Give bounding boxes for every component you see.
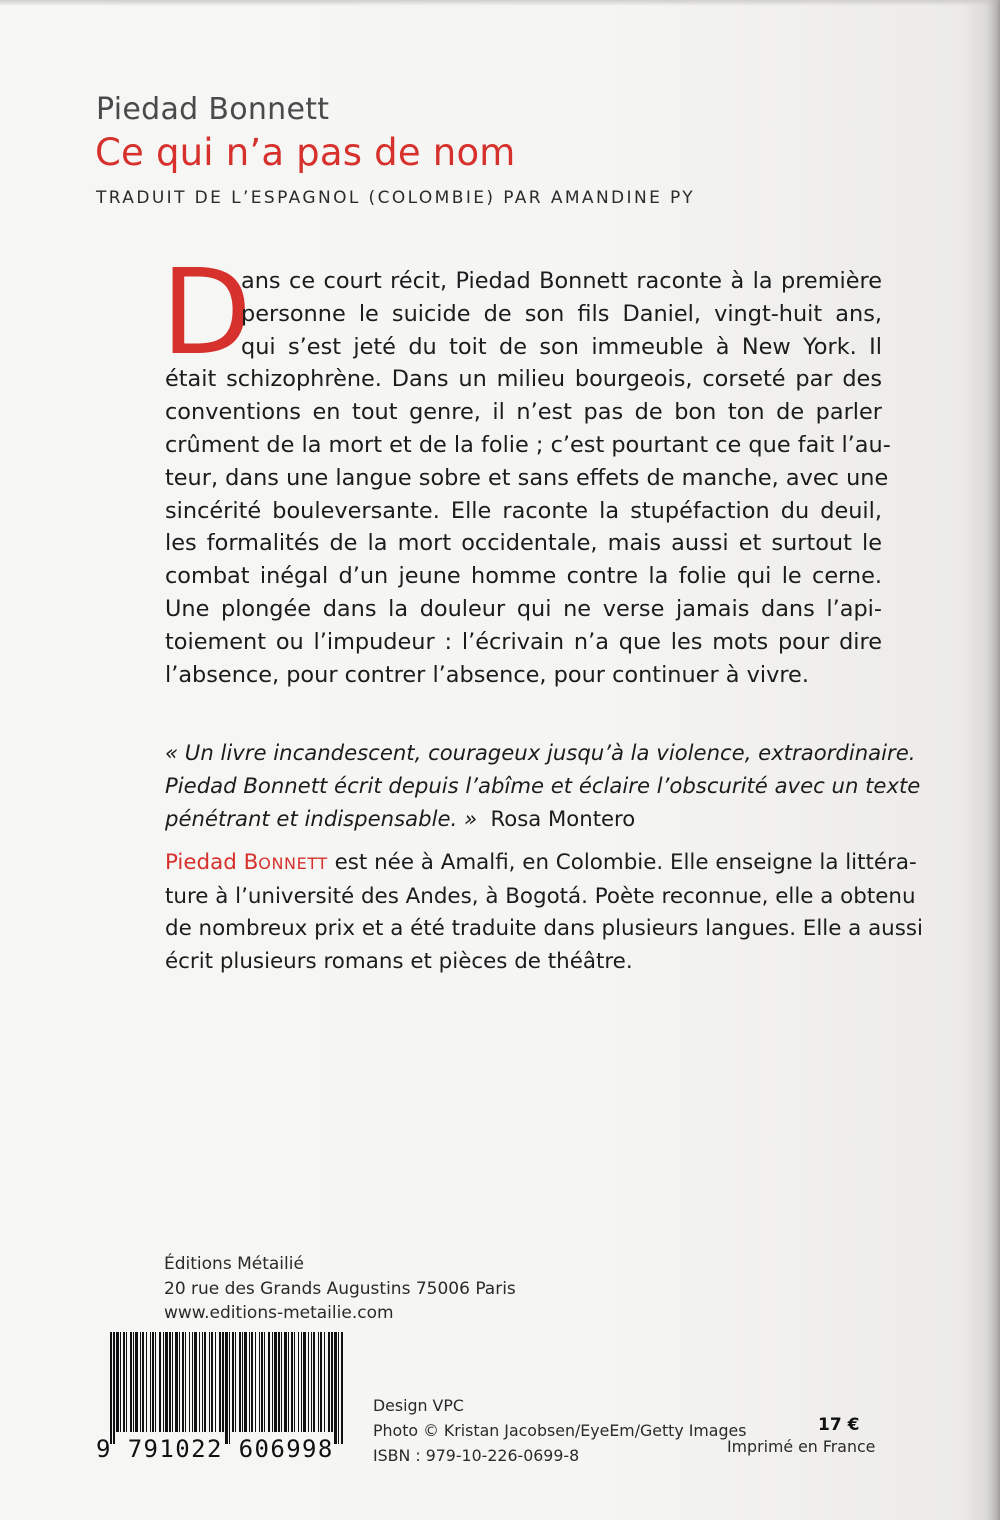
barcode-bar <box>298 1332 299 1432</box>
barcode-bar <box>235 1332 236 1432</box>
barcode-bar <box>264 1332 265 1432</box>
summary-line: conventions en tout genre, il n’est pas de bon ton de parler <box>165 399 882 426</box>
barcode-bar <box>288 1332 289 1432</box>
barcode-bar <box>130 1332 132 1432</box>
barcode-bar <box>255 1332 256 1432</box>
barcode-bar <box>341 1332 343 1444</box>
quote-text: pénétrant et indispensable. » <box>165 805 478 831</box>
barcode-bar <box>284 1332 287 1432</box>
bio-line: de nombreux prix et a été traduite dans plusieurs langues. Elle a aussi <box>165 916 923 942</box>
author-bio <box>165 847 923 978</box>
summary-line: Une plongée dans la douleur qui ne verse jamais dans l’api- <box>165 595 882 622</box>
barcode-bar <box>182 1332 184 1432</box>
barcode-bar <box>294 1332 295 1432</box>
bio-first-name: Piedad <box>165 850 244 875</box>
barcode-bar <box>135 1332 138 1432</box>
barcode-bar <box>204 1332 206 1432</box>
barcode-bar <box>189 1332 190 1432</box>
barcode-bar <box>140 1332 141 1432</box>
summary-line: teur, dans une langue sobre et sans effets de manche, avec une <box>165 464 889 491</box>
barcode-bar <box>215 1332 216 1432</box>
bio-line: ture à l’université des Andes, à Bogotá. Poète reconnue, elle a obtenu <box>165 883 916 909</box>
barcode-bar <box>163 1332 164 1432</box>
barcode-bar <box>150 1332 151 1432</box>
barcode-bar <box>209 1332 210 1432</box>
summary-line: crûment de la mort et de la folie ; c’est pourtant ce que fait l’au- <box>165 431 891 458</box>
barcode-bar <box>225 1332 228 1444</box>
bio-last-name-rest: ONNETT <box>258 854 328 873</box>
barcode-bar <box>229 1332 230 1444</box>
summary-line: ans ce court récit, Piedad Bonnett raconte à la première <box>241 268 882 294</box>
barcode-bar <box>232 1332 234 1432</box>
barcode-bar <box>179 1332 180 1432</box>
barcode-bar <box>175 1332 178 1432</box>
barcode-bar <box>110 1332 112 1444</box>
photo-credit: Photo © Kristan Jacobsen/EyeEm/Getty Images <box>373 1421 747 1440</box>
translator-credit: TRADUIT DE L’ESPAGNOL (COLOMBIE) PAR AMANDINE PY <box>96 188 696 208</box>
barcode-bar <box>261 1332 263 1432</box>
quote-text: Piedad Bonnett écrit depuis l’abîme et éclaire l’obscurité avec un texte <box>165 772 921 798</box>
barcode-bar <box>202 1332 203 1432</box>
barcode-bar <box>274 1332 277 1432</box>
barcode-bar <box>331 1332 333 1432</box>
cover-right-edge <box>986 0 1000 1520</box>
barcode-bar <box>291 1332 293 1432</box>
barcode-digits: 9 791022 606998 <box>96 1435 334 1463</box>
barcode-bar <box>249 1332 250 1432</box>
quote-text: « Un livre incandescent, courageux jusqu’à la violence, extraordinaire. <box>165 740 916 765</box>
barcode-bar <box>244 1332 247 1432</box>
summary-line: sincérité bouleversante. Elle raconte la stupéfaction du deuil, <box>165 497 882 524</box>
quote-attribution: Rosa Montero <box>490 805 636 831</box>
barcode-bar <box>338 1332 339 1444</box>
barcode-bar <box>211 1332 213 1432</box>
summary-line: les formalités de la mort occidentale, mais aussi et surtout le <box>165 530 882 557</box>
barcode-bar <box>113 1332 115 1444</box>
barcode-bar <box>301 1332 302 1432</box>
barcode-bar <box>165 1332 168 1432</box>
bio-author-name <box>165 850 328 875</box>
barcode-bar <box>242 1332 243 1432</box>
barcode-bar <box>313 1332 315 1432</box>
barcode-bar <box>272 1332 273 1432</box>
quote-line <box>165 803 882 836</box>
price: 17 € <box>818 1415 860 1435</box>
barcode-bar <box>169 1332 171 1432</box>
book-title: Ce qui n’a pas de nom <box>95 131 516 174</box>
barcode-bar <box>328 1332 330 1432</box>
summary-line: personne le suicide de son fils Daniel, vingt-huit ans, <box>241 300 882 327</box>
summary-line: l’absence, pour contrer l’absence, pour continuer à vivre. <box>165 661 809 688</box>
isbn: ISBN : 979-10-226-0699-8 <box>373 1446 580 1465</box>
barcode-bar <box>142 1332 144 1432</box>
summary-line: combat inégal d’un jeune homme contre la folie qui le cerne. <box>165 563 882 590</box>
cover-top-edge <box>0 0 1000 6</box>
barcode-bar <box>318 1332 319 1432</box>
barcode-bar <box>219 1332 221 1432</box>
summary-paragraph <box>165 265 891 691</box>
barcode-bar <box>259 1332 260 1432</box>
barcode-bar <box>303 1332 306 1432</box>
barcode-bar <box>172 1332 173 1432</box>
barcode-bar <box>222 1332 224 1432</box>
summary-line: qui s’est jeté du toit de son immeuble à New York. Il <box>241 333 882 360</box>
barcode-bar <box>120 1332 121 1432</box>
barcode-bar <box>126 1332 127 1432</box>
barcode-bar <box>199 1332 200 1432</box>
barcode-bar <box>192 1332 193 1432</box>
barcode-bar <box>146 1332 147 1432</box>
barcode-bar <box>308 1332 309 1432</box>
barcode-bar <box>311 1332 312 1432</box>
quote-line <box>165 737 916 770</box>
barcode-bar <box>152 1332 154 1432</box>
barcode-bar <box>185 1332 186 1432</box>
barcode-bar <box>159 1332 161 1432</box>
summary-line: était schizophrène. Dans un milieu bourgeois, corseté par des <box>165 366 882 393</box>
author-name: Piedad Bonnett <box>96 92 330 127</box>
summary-line: toiement ou l’impudeur : l’écrivain n’a que les mots pour dire <box>165 628 882 655</box>
publisher-address: 20 rue des Grands Augustins 75006 Paris <box>164 1278 516 1299</box>
barcode-bar <box>123 1332 125 1432</box>
quote-line <box>165 770 921 803</box>
drop-cap: D <box>161 243 252 381</box>
publisher-website: www.editions-metailie.com <box>164 1303 394 1323</box>
design-credit: Design VPC <box>373 1396 464 1415</box>
publisher-name: Éditions Métailié <box>164 1254 304 1274</box>
barcode-bar <box>334 1332 337 1444</box>
barcode-bar <box>320 1332 322 1432</box>
bio-line-text: est née à Amalfi, en Colombie. Elle enseigne la littéra- <box>327 850 917 875</box>
bio-line: écrit plusieurs romans et pièces de théâtre. <box>165 948 633 974</box>
barcode-bar <box>194 1332 197 1432</box>
printed-in: Imprimé en France <box>727 1437 876 1456</box>
barcode-bar <box>251 1332 253 1432</box>
bio-line <box>165 847 917 881</box>
credits <box>373 1393 746 1468</box>
barcode-bar <box>133 1332 134 1432</box>
barcode-bar <box>281 1332 282 1432</box>
barcode-bar <box>268 1332 270 1432</box>
barcode-bar <box>278 1332 280 1432</box>
bio-last-initial: B <box>243 850 259 875</box>
publisher-info <box>164 1252 516 1326</box>
barcode-bar <box>324 1332 325 1432</box>
barcode-bar <box>239 1332 241 1432</box>
barcode-bar <box>155 1332 156 1432</box>
press-quote <box>165 737 921 835</box>
barcode-bar <box>116 1332 119 1432</box>
